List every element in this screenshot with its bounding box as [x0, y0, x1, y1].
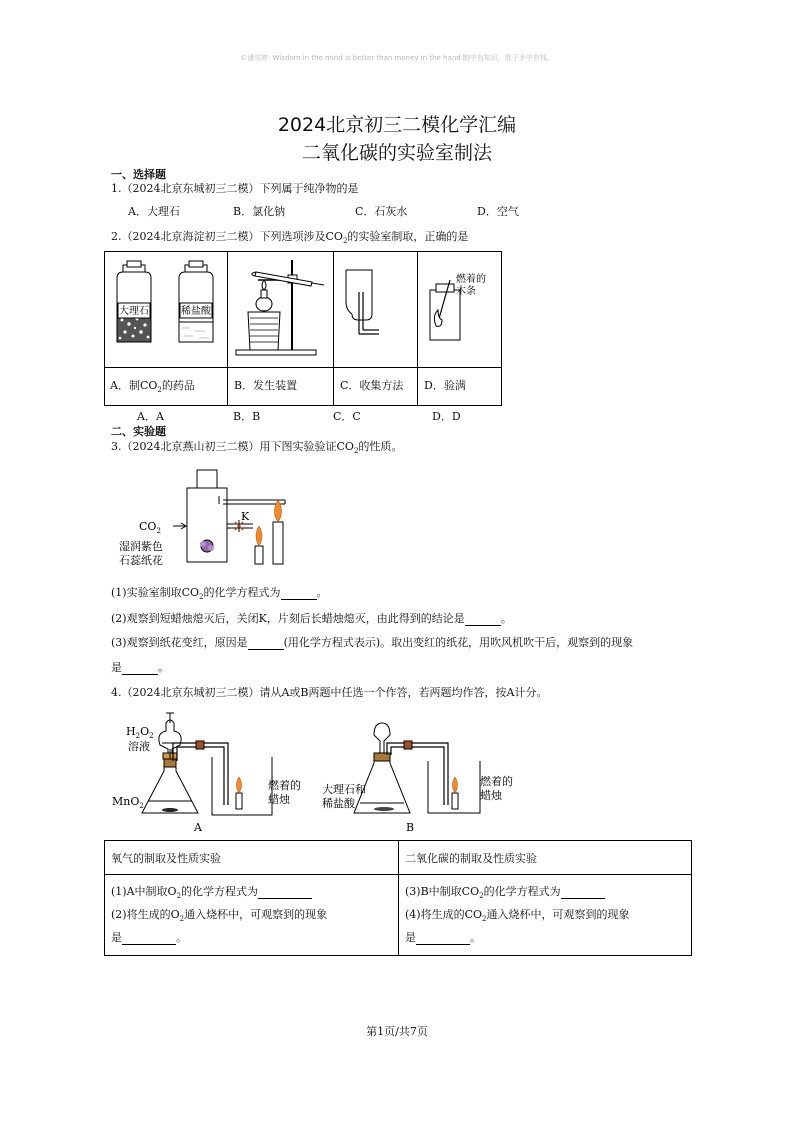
q2-stem-post: 的实验室制取，正确的是 [347, 230, 469, 243]
acid-bottle [179, 261, 213, 342]
q2-cell-a-post: 的药品 [161, 379, 195, 392]
q2-cell-a-co2: CO [139, 379, 158, 392]
b-blank-2 [416, 931, 470, 945]
question-4-stem: 4.（2024北京东城初三二模）请从A或B两题中任选一个作答，若两题均作答，按A计分。 [111, 686, 548, 699]
q1-option-b: B．氯化钠 [233, 205, 286, 218]
q3-co2: CO [336, 440, 354, 453]
q2-cell-a-pre: A．制 [110, 379, 140, 392]
q2-cell-d-text: D．验满 [424, 379, 466, 392]
q4-apparatus-figure [108, 705, 528, 835]
col-a-header: 氧气的制取及性质实验 [111, 852, 221, 865]
label-flower-2: 石蕊纸花 [119, 554, 163, 567]
q2-cell-b-text: B．发生装置 [234, 379, 298, 392]
q2-option-d: D．D [432, 410, 461, 423]
apparatus-b [322, 723, 513, 834]
q2-collection-method-figure [334, 252, 417, 367]
q3-sub-2: (2)观察到短蜡烛熄灭后，关闭K，片刻后长蜡烛熄灭，由此得到的结论是 。 [111, 612, 512, 625]
q3-blank-3 [248, 636, 284, 650]
question-3-stem [111, 438, 402, 455]
q2-co2-sub: 2 [342, 237, 348, 246]
a-item-2: (2)将生成的$O_2$通入烧杯中，可观察到的现象 [111, 908, 328, 924]
label-splint-2: 木条 [456, 286, 476, 297]
table-divider-vertical [398, 841, 399, 955]
label-candle-a-1: 燃着的 [268, 779, 301, 792]
b-item-4-cont: 是 。 [405, 931, 481, 944]
q1-option-d: D．空气 [477, 205, 519, 218]
b-item-3: (3)B中制取$CO_2$的化学方程式为 [405, 883, 605, 900]
col-b-header: 二氧化碳的制取及性质实验 [405, 852, 537, 865]
section-heading-choice: 一、选择题 [111, 168, 166, 181]
section-heading-experiment: 二、实验题 [111, 425, 166, 438]
q2-generation-apparatus-figure [228, 252, 333, 367]
label-marble-b-1: 大理石和 [322, 783, 366, 796]
q2-cell-d-label [417, 367, 502, 406]
q3-blank-2 [465, 612, 501, 626]
label-solution: 溶液 [128, 740, 150, 753]
q3-blank-4 [122, 661, 158, 675]
table-divider-horizontal [105, 874, 691, 875]
q3-sub-3-cont: 是 。 [111, 661, 169, 674]
q2-co2: CO [325, 230, 343, 243]
q3-sub-1: (1)实验室制取$CO_2$的化学方程式为 。 [111, 586, 328, 602]
label-co2: $CO_2$ [139, 520, 161, 535]
label-acid: 稀盐酸 [181, 306, 211, 317]
q2-option-a: A．A [137, 410, 164, 423]
question-1-stem: 1.（2024北京东城初三二模）下列属于纯净物的是 [111, 182, 359, 195]
a-blank-1 [258, 885, 312, 899]
marble-bottle [117, 261, 151, 342]
q2-option-c: C．C [333, 410, 361, 423]
q2-reagent-bottles-figure [105, 252, 227, 367]
q3-experiment-figure [115, 460, 305, 572]
q4-answer-table [104, 840, 692, 956]
label-b: B [406, 821, 415, 834]
q1-option-c: C．石灰水 [355, 205, 408, 218]
label-candle-b-1: 燃着的 [480, 775, 513, 788]
q2-full-check-figure [418, 252, 501, 367]
b-blank-1 [561, 885, 605, 899]
page-title: 2024北京初三二模化学汇编 [277, 114, 517, 136]
q2-cell-c-label [333, 367, 418, 406]
page-subtitle: 二氧化碳的实验室制法 [301, 142, 492, 164]
label-candle-b-2: 蜡烛 [480, 789, 502, 802]
q3-sub-3: (3)观察到纸花变红，原因是 (用化学方程式表示)。取出变红的纸花，用吹风机吹干后，观察到的现象 [111, 636, 634, 649]
label-splint-1: 燃着的 [456, 274, 486, 285]
q2-cell-a-sub: 2 [157, 386, 162, 395]
label-a: A [194, 821, 202, 834]
page-footer: 第1页/共7页 [366, 1025, 428, 1038]
label-marble-b-2: 稀盐酸 [322, 797, 355, 810]
b-item-4: (4)将生成的$CO_2$通入烧杯中，可观察到的现象 [405, 908, 630, 924]
apparatus-a [112, 713, 301, 834]
a-item-2-cont: 是 。 [111, 931, 187, 944]
watermark: ©潘雪婷: Wisdom in the mind is better than money in the hand.胸中有知识，胜于手中有钱。 [240, 54, 554, 62]
q2-cell-c-text: C．收集方法 [340, 379, 404, 392]
label-k: K [241, 510, 250, 523]
label-mno2: MnO$_2$ [112, 795, 144, 810]
label-h2o2: $H_2O_2$ [126, 725, 154, 740]
q2-stem-pre: 2.（2024北京海淀初三二模）下列选项涉及 [111, 230, 326, 243]
q2-option-b: B．B [233, 410, 261, 423]
a-blank-2 [122, 931, 176, 945]
label-candle-a-2: 蜡烛 [268, 793, 290, 806]
q3-stem-pre: 3.（2024北京燕山初三二模）用下图实验验证 [111, 440, 337, 453]
q1-option-a: A．大理石 [128, 205, 180, 218]
q3-stem-post: 的性质。 [358, 440, 403, 453]
label-marble: 大理石 [119, 306, 149, 317]
q2-cell-b-label [227, 367, 334, 406]
question-2-stem [111, 228, 468, 245]
label-flower-1: 湿润紫色 [119, 540, 163, 553]
a-item-1: (1)A中制取$O_2$的化学方程式为 [111, 883, 312, 900]
q3-co2-sub: 2 [353, 447, 359, 456]
q2-cell-a-label [104, 367, 228, 406]
q3-blank-1 [281, 586, 317, 600]
